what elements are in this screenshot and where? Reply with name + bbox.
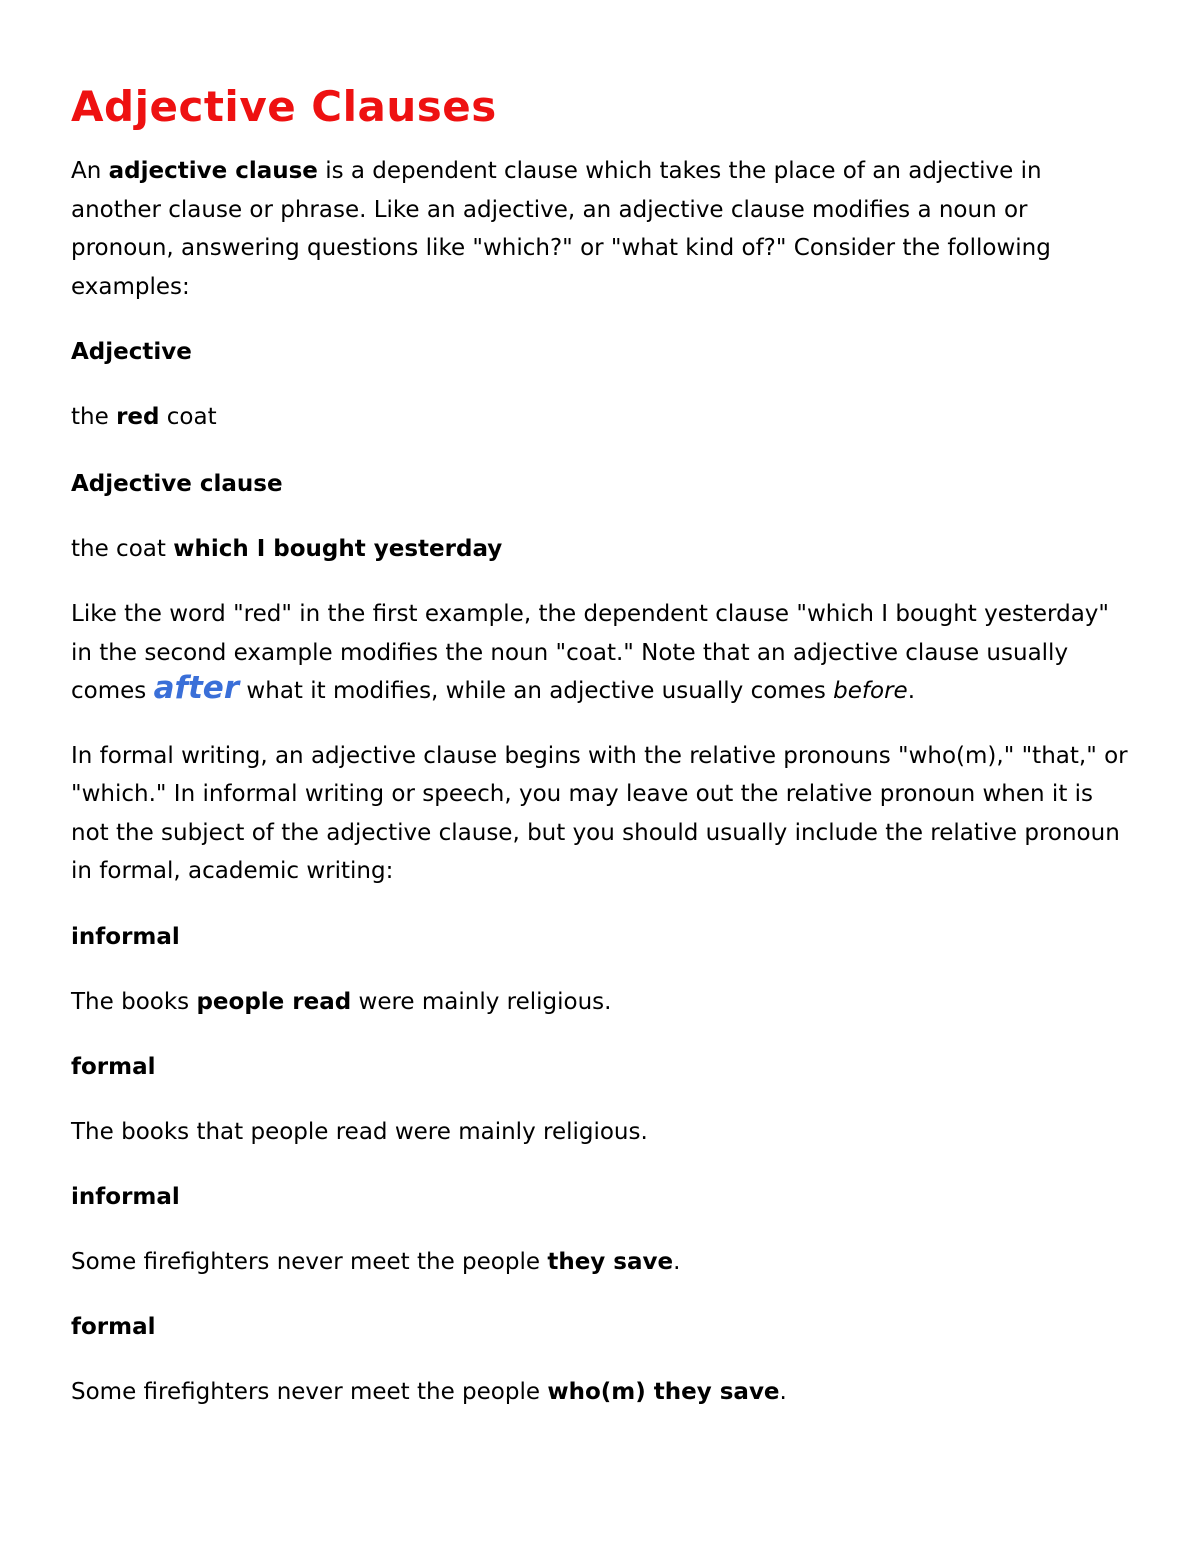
example-bold: who(m) they save	[547, 1378, 780, 1405]
page-title: Adjective Clauses	[71, 82, 497, 131]
explanation-text-1: Like the word "red" in the first example, the dependent clause "which I bought yesterday" in the second example modifies the noun "coat." Note that an adjective clause usually comes	[71, 601, 1109, 704]
example-bold: they save	[547, 1248, 674, 1275]
intro-text-1: An	[71, 158, 109, 184]
emphasized-after: after	[153, 670, 240, 706]
example-label: informal	[71, 1183, 180, 1210]
formal-writing-paragraph: In formal writing, an adjective clause begins with the relative pronouns "who(m)," "that," or "which." In informal writing or speech, you may leave out the relative pronoun when it is not the subject of the adjective clause, but you should usually include the relative pronoun in formal, academic writing:	[71, 742, 1128, 884]
formal-informal-examples	[71, 918, 1133, 1411]
example-text-1: Some firefighters never meet the people	[71, 1378, 548, 1405]
intro-paragraph	[71, 152, 1133, 306]
example-label-adjective-clause: Adjective clause	[71, 471, 283, 497]
example-sentence	[71, 1243, 1133, 1281]
example-text-2: .	[673, 1248, 681, 1275]
example-sentence-adjective	[71, 398, 1133, 436]
example1-text-1: the	[71, 404, 117, 430]
example-text-1: Some firefighters never meet the people	[71, 1248, 548, 1275]
example2-bold: which I bought yesterday	[173, 536, 503, 562]
example-sentence	[71, 1113, 1133, 1151]
example-text-1: The books that people read were mainly religious.	[71, 1118, 648, 1145]
intro-term: adjective clause	[108, 158, 318, 184]
explanation-italic-before: before	[833, 678, 908, 704]
example2-text-1: the coat	[71, 536, 174, 562]
example1-text-2: coat	[159, 404, 217, 430]
example-sentence	[71, 983, 1133, 1021]
example-bold: people read	[196, 988, 352, 1015]
example-sentence	[71, 1373, 1133, 1411]
document-page	[71, 78, 1133, 1411]
example-text-1: The books	[71, 988, 197, 1015]
example-text-2: .	[779, 1378, 787, 1405]
example-sentence-adjective-clause	[71, 530, 1133, 568]
example-label: formal	[71, 1313, 156, 1340]
explanation-text-2: what it modifies, while an adjective usually comes	[239, 678, 834, 704]
example1-bold: red	[116, 404, 160, 430]
example-label: formal	[71, 1053, 156, 1080]
explanation-paragraph	[71, 595, 1133, 711]
intro-text-2: is a dependent clause which takes the place of an adjective in another clause or phrase. Like an adjective, an adjective clause modifies a noun or pronoun, answering questions like "which?" or "what kind of?" Consider the following examples:	[71, 158, 1051, 300]
example-label-adjective: Adjective	[71, 339, 192, 365]
explanation-text-3: .	[907, 678, 915, 704]
example-label: informal	[71, 923, 180, 950]
example-text-2: were mainly religious.	[351, 988, 612, 1015]
